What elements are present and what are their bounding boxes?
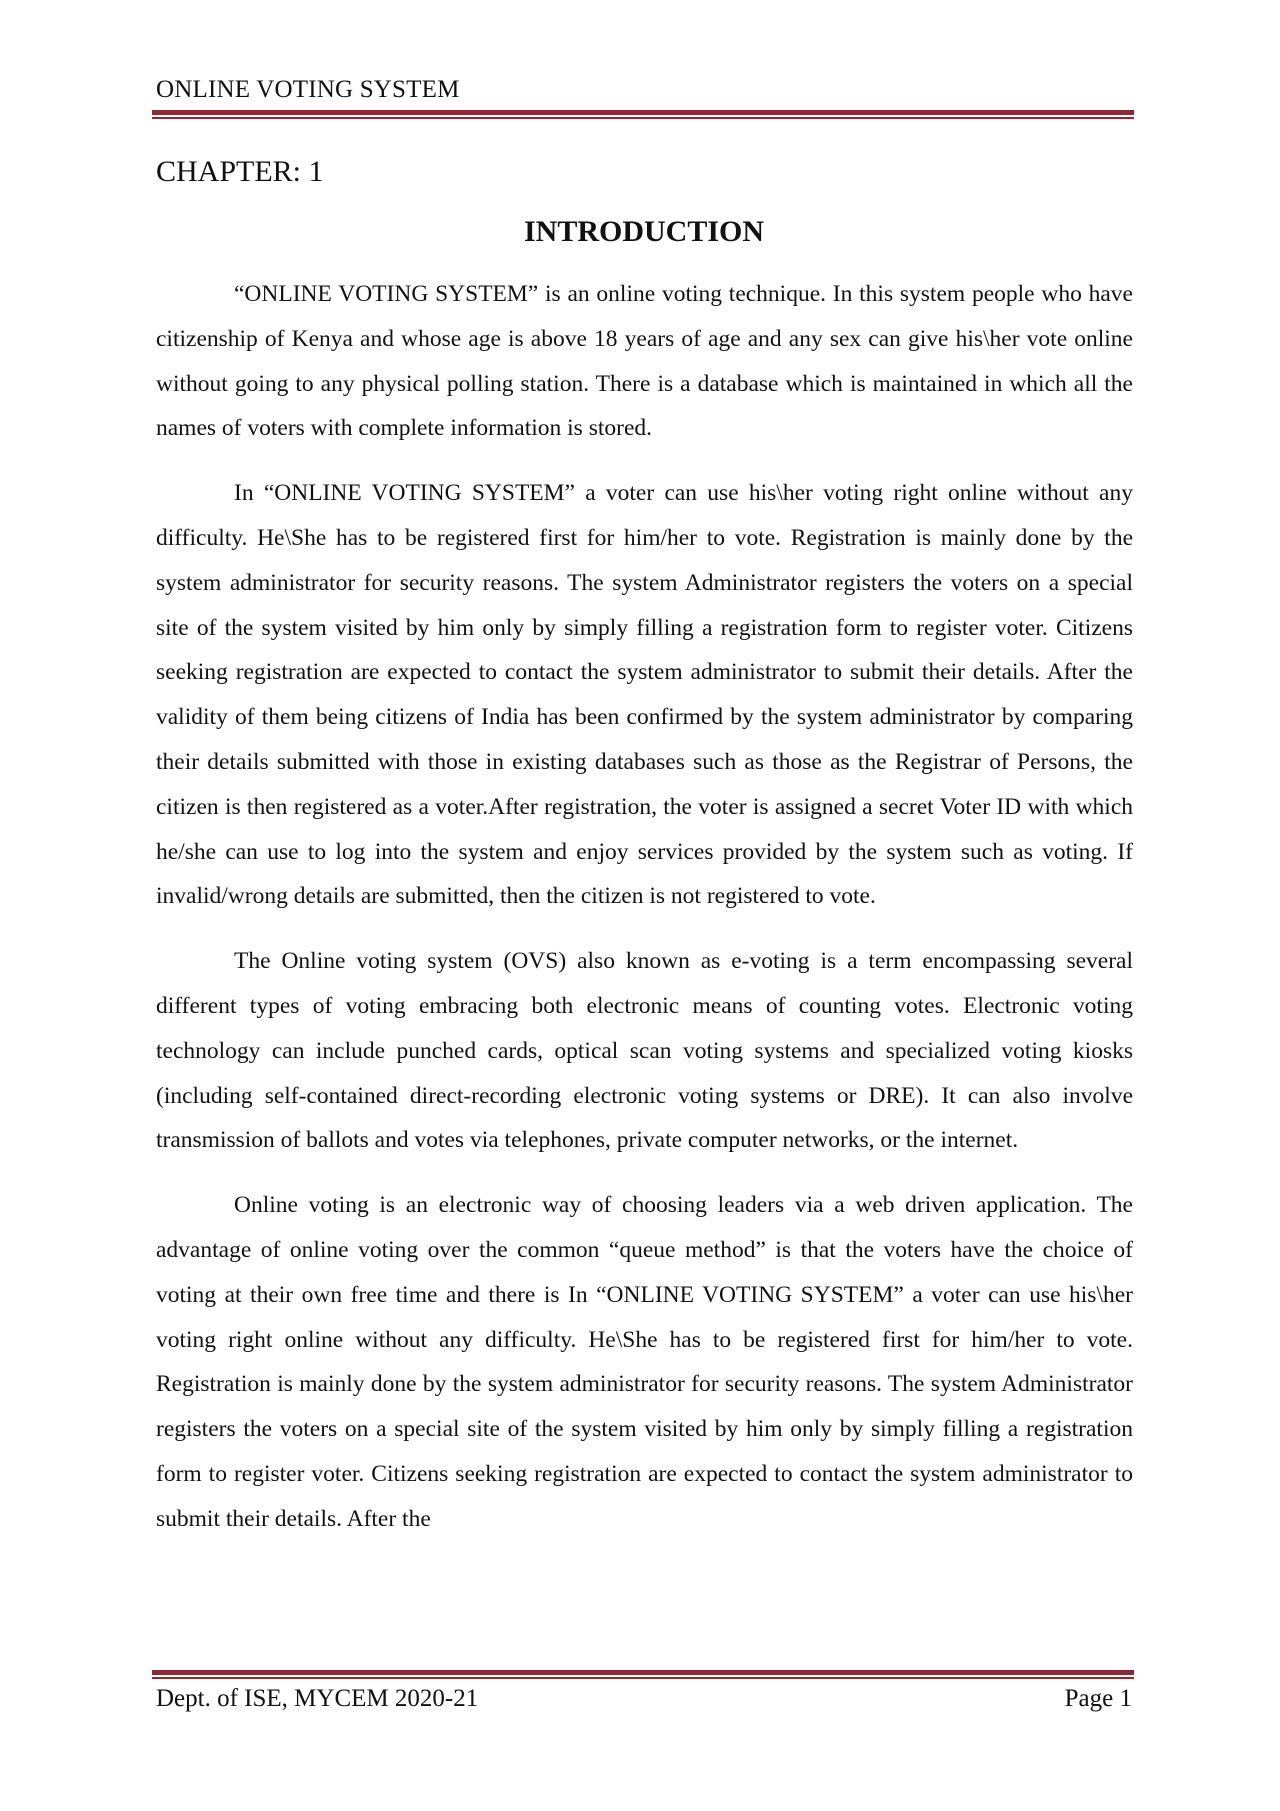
paragraph-4: Online voting is an electronic way of choosing leaders via a web driven application. The advantage of online voting over the common “queue method” is that the voters have the choice of voting at their own free time and there is In “ONLINE VOTING SYSTEM” a voter can use his\her voting right online without any difficulty. He\She has to be registered first for him/her to vote. Registration is mainly done by the system administrator for security reasons. The system Administrator registers the voters on a special site of the system visited by him only by simply filling a registration form to register voter. Citizens seeking registration are expected to contact the system administrator to submit their details. After the <box>156 1192 1133 1532</box>
footer-rule <box>152 1670 1134 1679</box>
running-header: ONLINE VOTING SYSTEM <box>156 76 460 103</box>
footer-page-number: Page 1 <box>1064 1685 1132 1712</box>
running-footer <box>156 1685 1132 1713</box>
body-text <box>156 272 1133 1562</box>
chapter-title: INTRODUCTION <box>523 215 765 248</box>
paragraph-2: In “ONLINE VOTING SYSTEM” a voter can use his\her voting right online without any difficulty. He\She has to be registered first for him/her to vote. Registration is mainly done by the system administrator for security reasons. The system Administrator registers the voters on a special site of the system visited by him only by simply filling a registration form to register voter. Citizens seeking registration are expected to contact the system administrator to submit their details. After the validity of them being citizens of India has been confirmed by the system administrator by comparing their details submitted with those in existing databases such as those as the Registrar of Persons, the citizen is then registered as a voter.After registration, the voter is assigned a secret Voter ID with which he/she can use to log into the system and enjoy services provided by the system such as voting. If invalid/wrong details are submitted, then the citizen is not registered to vote. <box>156 480 1133 910</box>
footer-department: Dept. of ISE, MYCEM 2020-21 <box>156 1685 479 1712</box>
chapter-label: CHAPTER: 1 <box>156 155 324 188</box>
header-rule <box>152 110 1134 119</box>
paragraph-3: The Online voting system (OVS) also known as e-voting is a term encompassing several different types of voting embracing both electronic means of counting votes. Electronic voting technology can include punched cards, optical scan voting systems and specialized voting kiosks (including self-contained direct-recording electronic voting systems or DRE). It can also involve transmission of ballots and votes via telephones, private computer networks, or the internet. <box>156 948 1133 1154</box>
paragraph-1: “ONLINE VOTING SYSTEM” is an online voting technique. In this system people who have citizenship of Kenya and whose age is above 18 years of age and any sex can give his\her vote online without going to any physical polling station. There is a database which is maintained in which all the names of voters with complete information is stored. <box>156 281 1133 442</box>
